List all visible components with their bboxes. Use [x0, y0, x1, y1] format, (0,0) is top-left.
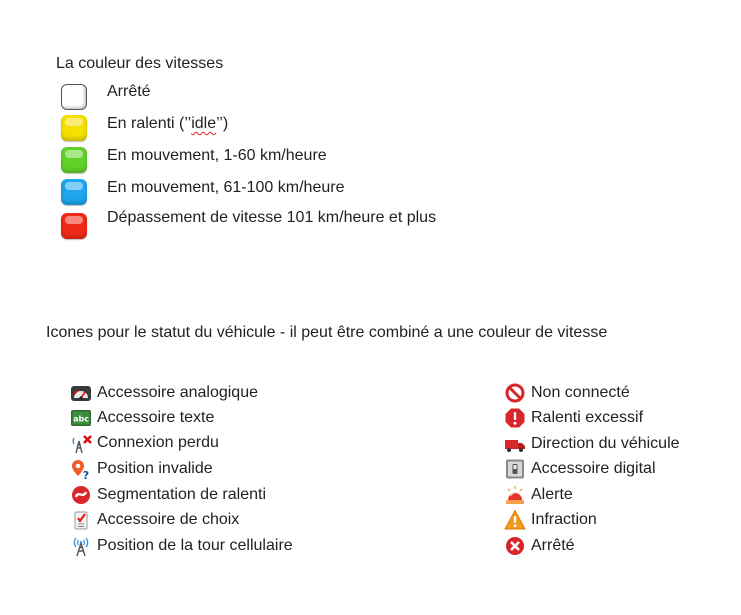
exclamation-icon	[504, 407, 526, 429]
siren-icon	[504, 484, 526, 506]
status-item-digital-accessory	[504, 458, 656, 480]
svg-text:abc: abc	[73, 414, 89, 424]
status-item-stopped	[504, 535, 575, 557]
gauge-icon	[70, 382, 92, 404]
status-label: Segmentation de ralenti	[97, 486, 266, 503]
status-item-excessive-idle	[504, 407, 643, 429]
status-label: Arrêté	[531, 537, 575, 554]
status-item-alert	[504, 484, 573, 506]
status-item-connection-lost	[70, 432, 219, 454]
status-item-text-accessory	[70, 407, 214, 429]
speed-label-overspeed: Dépassement de vitesse 101 km/heure et plus	[107, 209, 437, 226]
status-label: Direction du véhicule	[531, 435, 680, 452]
warning-icon	[504, 509, 526, 531]
speed-colors-title: La couleur des vitesses	[56, 55, 224, 72]
status-item-infraction	[504, 509, 597, 531]
swatch-idle	[61, 115, 87, 141]
status-item-vehicle-direction	[504, 433, 680, 455]
swatch-moving-1-60	[61, 147, 87, 173]
status-item-cell-tower-position	[70, 535, 293, 557]
abc-icon	[70, 407, 92, 429]
speed-label-idle: En ralenti (’’idle’’)	[107, 115, 229, 132]
choice-icon	[70, 509, 92, 531]
no-entry-icon	[504, 382, 526, 404]
speed-label-moving-61-100: En mouvement, 61-100 km/heure	[107, 179, 345, 196]
status-label: Connexion perdu	[97, 434, 219, 451]
speed-label-stopped: Arrêté	[107, 83, 151, 100]
status-item-not-connected	[504, 382, 630, 404]
swatch-moving-61-100	[61, 179, 87, 205]
segment-icon	[70, 484, 92, 506]
swatch-overspeed	[61, 213, 87, 239]
status-label: Non connecté	[531, 384, 630, 401]
status-item-idle-segmentation	[70, 484, 266, 506]
status-label: Position de la tour cellulaire	[97, 537, 293, 554]
svg-text:?: ?	[82, 469, 90, 480]
status-label: Accessoire analogique	[97, 384, 258, 401]
cell-tower-icon	[70, 535, 92, 557]
status-item-analog-accessory	[70, 382, 258, 404]
stop-x-icon	[504, 535, 526, 557]
status-label: Accessoire digital	[531, 460, 656, 477]
status-label: Ralenti excessif	[531, 409, 644, 426]
status-label: Alerte	[531, 486, 573, 503]
map-pin-question-icon	[70, 458, 92, 480]
digital-switch-icon	[504, 458, 526, 480]
truck-icon	[504, 433, 526, 455]
status-item-choice-accessory	[70, 509, 239, 531]
status-label: Infraction	[531, 511, 597, 528]
status-icons-title: Icones pour le statut du véhicule - il peut être combiné a une couleur de vitesse	[46, 324, 608, 341]
status-item-invalid-position	[70, 458, 213, 480]
status-label: Accessoire de choix	[97, 511, 240, 528]
speed-label-moving-1-60: En mouvement, 1-60 km/heure	[107, 147, 327, 164]
tower-x-icon	[70, 432, 92, 454]
status-label: Position invalide	[97, 460, 213, 477]
status-label: Accessoire texte	[97, 409, 215, 426]
swatch-stopped	[61, 84, 87, 110]
